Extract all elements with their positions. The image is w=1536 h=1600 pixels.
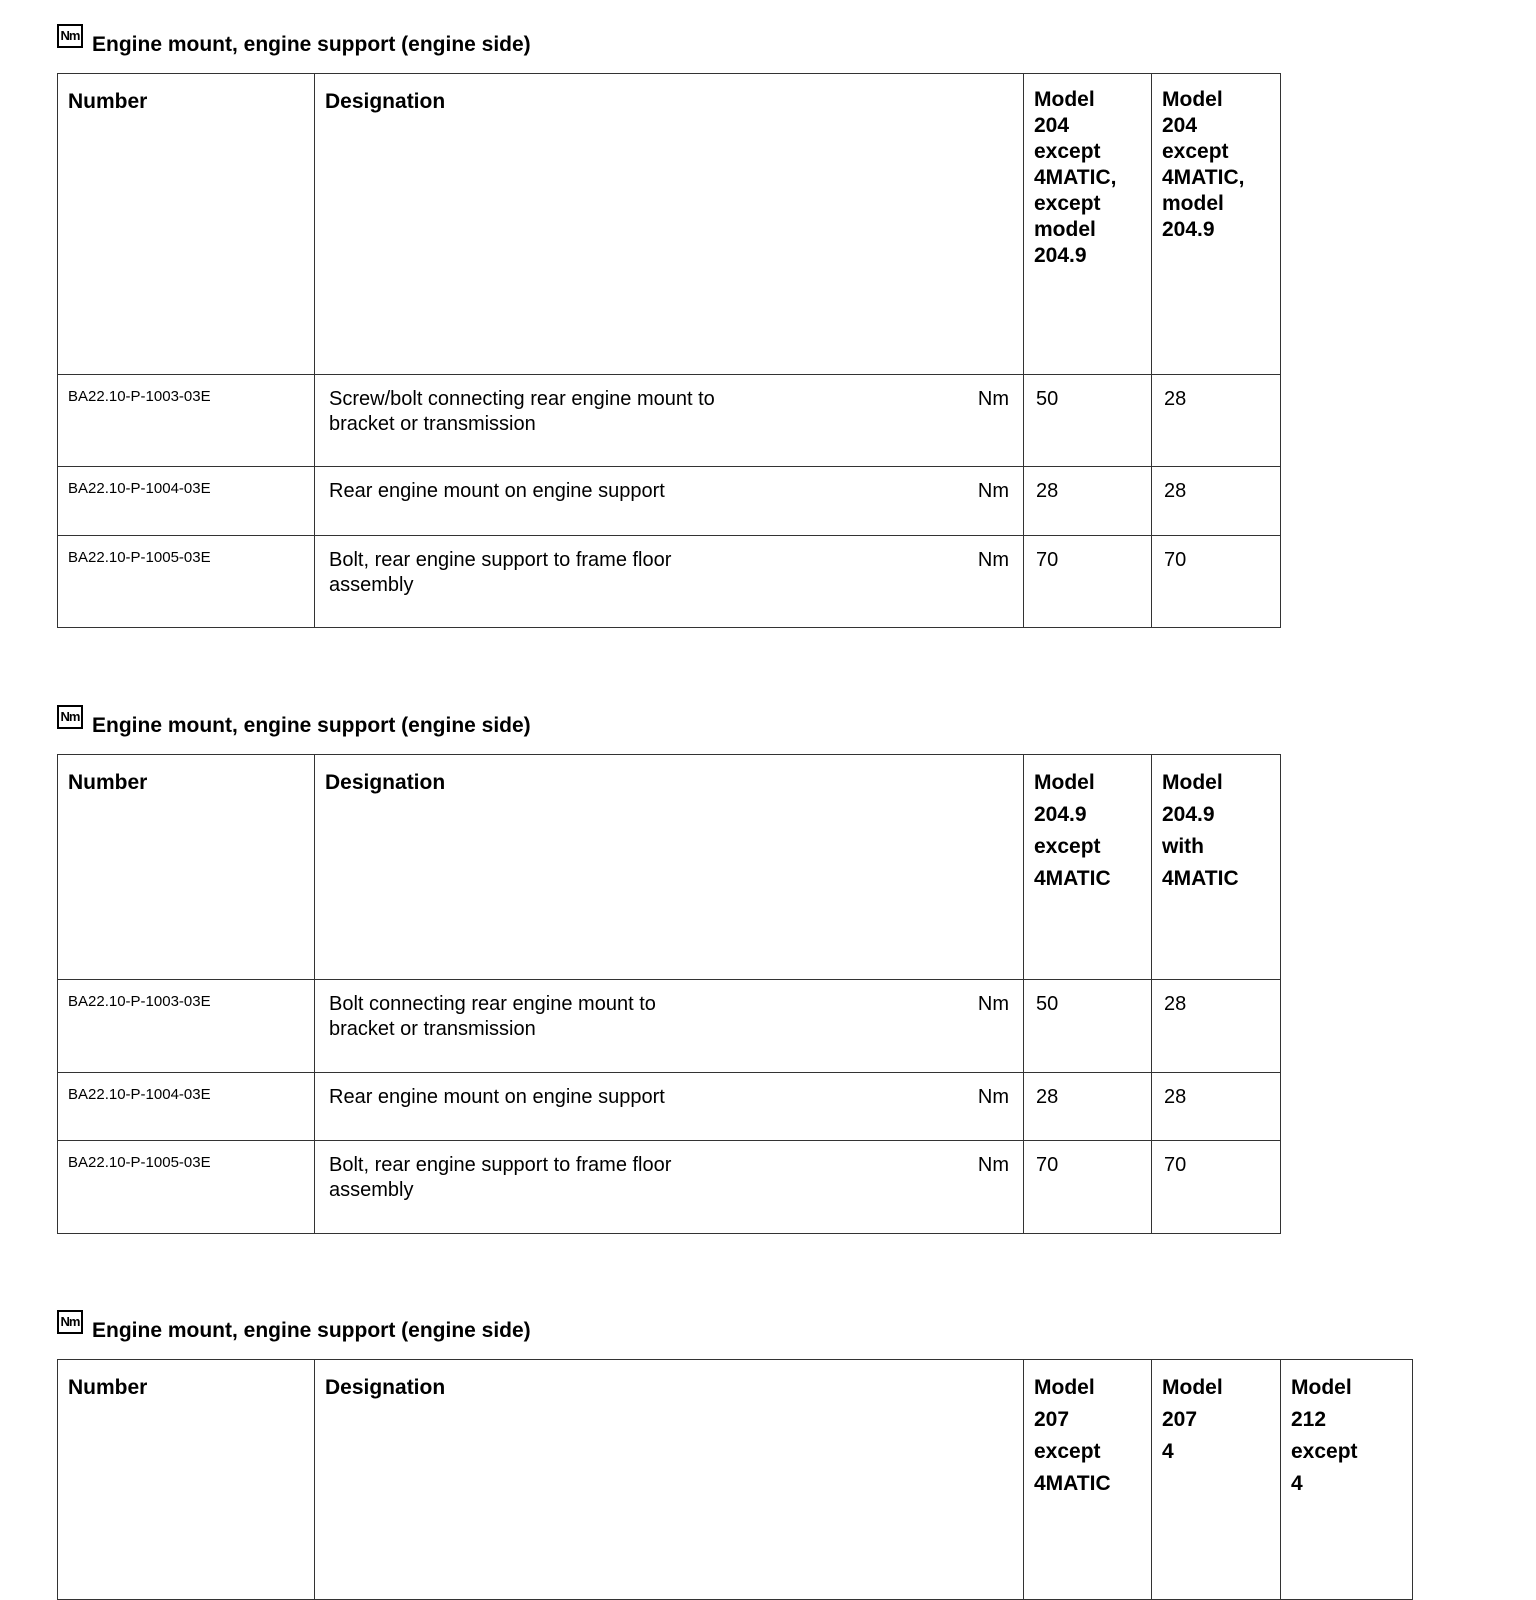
value-cell: 70 <box>1152 1141 1281 1234</box>
torque-table <box>57 754 1281 1234</box>
torque-table <box>57 73 1281 628</box>
section-title <box>57 30 1281 60</box>
table-row <box>58 375 1281 467</box>
value-cell: 28 <box>1024 1073 1152 1141</box>
designation-text: Screw/bolt connecting rear engine mount to bracket or transmission <box>329 388 715 435</box>
header-designation: Designation <box>315 755 1024 980</box>
header-designation: Designation <box>315 1360 1024 1600</box>
torque-section-3 <box>57 1316 1413 1600</box>
designation-cell <box>315 375 1024 467</box>
part-number: BA22.10-P-1005-03E <box>58 536 315 628</box>
value-cell: 28 <box>1152 980 1281 1073</box>
value-cell: 28 <box>1152 1073 1281 1141</box>
designation-cell <box>315 536 1024 628</box>
unit-label: Nm <box>977 993 1009 1015</box>
designation-cell <box>315 980 1024 1073</box>
torque-nm-icon: Nm <box>57 1310 83 1334</box>
value-cell: 50 <box>1024 980 1152 1073</box>
value-cell: 28 <box>1024 467 1152 536</box>
header-number: Number <box>58 1360 315 1600</box>
unit-label: Nm <box>977 388 1009 410</box>
designation-text: Bolt, rear engine support to frame floor assembly <box>329 1154 672 1201</box>
value-cell: 50 <box>1024 375 1152 467</box>
header-model-2: Model 207 4 <box>1152 1360 1281 1600</box>
table-row <box>58 1141 1281 1234</box>
designation-text: Bolt connecting rear engine mount to bracket or transmission <box>329 993 656 1040</box>
header-designation: Designation <box>315 74 1024 375</box>
part-number: BA22.10-P-1005-03E <box>58 1141 315 1234</box>
header-model-2: Model 204.9 with 4MATIC <box>1152 755 1281 980</box>
table-row <box>58 536 1281 628</box>
designation-text: Rear engine mount on engine support <box>329 1086 665 1108</box>
section-title-text: Engine mount, engine support (engine side) <box>92 714 531 737</box>
value-cell: 28 <box>1152 375 1281 467</box>
value-cell: 70 <box>1024 536 1152 628</box>
part-number: BA22.10-P-1003-03E <box>58 375 315 467</box>
part-number: BA22.10-P-1004-03E <box>58 467 315 536</box>
torque-nm-icon: Nm <box>57 705 83 729</box>
unit-label: Nm <box>977 549 1009 571</box>
unit-label: Nm <box>977 480 1009 502</box>
designation-text: Bolt, rear engine support to frame floor assembly <box>329 549 672 596</box>
designation-cell <box>315 467 1024 536</box>
section-title-text: Engine mount, engine support (engine side) <box>92 33 531 56</box>
torque-section-1 <box>57 30 1281 628</box>
designation-cell <box>315 1073 1024 1141</box>
part-number: BA22.10-P-1004-03E <box>58 1073 315 1141</box>
section-title-text: Engine mount, engine support (engine side) <box>92 1319 531 1342</box>
table-header-row <box>58 74 1281 375</box>
torque-section-2 <box>57 711 1281 1234</box>
header-model-1: Model 207 except 4MATIC <box>1024 1360 1152 1600</box>
section-title <box>57 711 1281 741</box>
section-title <box>57 1316 1413 1346</box>
value-cell: 70 <box>1152 536 1281 628</box>
header-model-2: Model 204 except 4MATIC, model 204.9 <box>1152 74 1281 375</box>
table-row <box>58 1073 1281 1141</box>
torque-nm-icon: Nm <box>57 24 83 48</box>
header-number: Number <box>58 74 315 375</box>
header-model-3: Model 212 except 4 <box>1281 1360 1413 1600</box>
designation-text: Rear engine mount on engine support <box>329 480 665 502</box>
value-cell: 28 <box>1152 467 1281 536</box>
unit-label: Nm <box>977 1086 1009 1108</box>
designation-cell <box>315 1141 1024 1234</box>
torque-table <box>57 1359 1413 1600</box>
table-row <box>58 980 1281 1073</box>
unit-label: Nm <box>977 1154 1009 1176</box>
table-header-row <box>58 755 1281 980</box>
header-model-1: Model 204 except 4MATIC, except model 204.9 <box>1024 74 1152 375</box>
header-model-1: Model 204.9 except 4MATIC <box>1024 755 1152 980</box>
table-header-row <box>58 1360 1413 1600</box>
header-number: Number <box>58 755 315 980</box>
table-row <box>58 467 1281 536</box>
value-cell: 70 <box>1024 1141 1152 1234</box>
part-number: BA22.10-P-1003-03E <box>58 980 315 1073</box>
